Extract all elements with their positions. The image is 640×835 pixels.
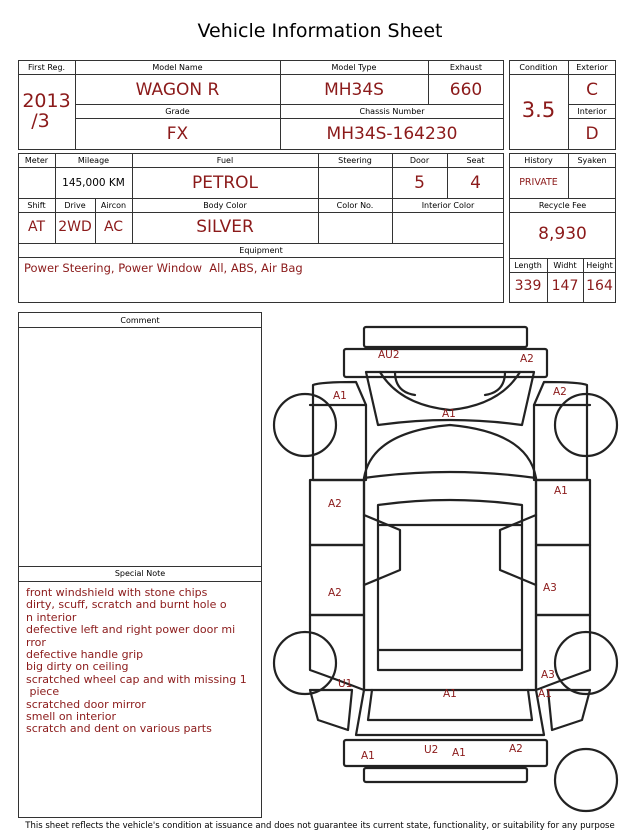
body-color-value: SILVER [196, 217, 254, 237]
damage-left-front-door: A2 [328, 498, 342, 510]
list-item: smell on interior [26, 710, 116, 724]
condition-score: 3.5 [521, 98, 556, 122]
damage-tailgate: A1 [443, 688, 457, 700]
model-type-value: MH34S [324, 80, 384, 100]
grade-label: Grade [165, 107, 190, 116]
fuel-label: Fuel [216, 156, 234, 165]
list-item: piece [26, 685, 60, 699]
comment-box [18, 312, 262, 818]
first-reg-label: First Reg. [27, 63, 66, 72]
disclaimer-footer: This sheet reflects the vehicle's condition at issuance and does not guarantee its current state, functionality, or suitability for any purpose [25, 821, 615, 831]
exhaust-value: 660 [449, 80, 483, 100]
exterior-label: Exterior [576, 63, 608, 72]
list-item: defective handle grip [26, 648, 144, 662]
damage-right-rear-corner: A1 [538, 688, 552, 700]
list-item: dirty, scuff, scratch and burnt hole o [26, 598, 227, 612]
equipment-label: Equipment [239, 246, 283, 255]
recycle-fee-label: Recycle Fee [538, 201, 587, 210]
special-note-list [26, 587, 258, 736]
drive-label: Drive [64, 201, 86, 210]
width-value: 147 [551, 278, 579, 294]
damage-front-bumper: AU2 [378, 349, 400, 361]
length-value: 339 [514, 278, 542, 294]
seat-value: 4 [470, 173, 481, 193]
model-name-label: Model Name [152, 63, 203, 72]
body-color-label: Body Color [203, 201, 247, 210]
damage-front-bumper-right: A2 [520, 353, 534, 365]
damage-right-rear-door: A3 [543, 582, 557, 594]
interior-label: Interior [577, 107, 607, 116]
first-reg-year: 2013 [22, 90, 71, 112]
height-label: Height [586, 261, 613, 270]
door-label: Door [409, 156, 430, 165]
length-label: Length [514, 261, 542, 270]
interior-color-label: Interior Color [421, 201, 475, 210]
equipment-value: Power Steering, Power Window All, ABS, Air Bag [24, 261, 303, 275]
model-type-label: Model Type [331, 63, 377, 72]
list-item: scratched door mirror [26, 697, 146, 711]
color-no-label: Color No. [336, 201, 374, 210]
steering-label: Steering [338, 156, 372, 165]
comment-label: Comment [120, 316, 160, 325]
aircon-label: Aircon [100, 201, 127, 210]
drive-value: 2WD [58, 219, 92, 235]
damage-right-front-wheel: A1 [554, 485, 568, 497]
grade-value: FX [166, 124, 189, 144]
list-item: rror [26, 635, 46, 649]
damage-left-rear-door: A2 [328, 587, 342, 599]
meter-label: Meter [24, 156, 49, 165]
shift-value: AT [27, 219, 46, 235]
damage-rear-bumper-left: A1 [361, 750, 375, 762]
list-item: scratch and dent on various parts [26, 722, 212, 736]
special-note-label: Special Note [114, 569, 166, 578]
shift-label: Shift [27, 201, 46, 210]
history-value: PRIVATE [519, 177, 558, 188]
damage-right-quarter: A3 [541, 669, 555, 681]
list-item: defective left and right power door mi [26, 623, 236, 637]
damage-right-fender: A2 [553, 386, 567, 398]
damage-left-fender: A1 [333, 390, 347, 402]
interior-value: D [585, 124, 599, 144]
damage-left-rear-wheel: U1 [338, 678, 353, 690]
list-item: n interior [26, 610, 77, 624]
model-name-value: WAGON R [135, 80, 220, 100]
recycle-fee-value: 8,930 [538, 224, 587, 244]
condition-label: Condition [519, 63, 558, 72]
door-value: 5 [414, 173, 425, 193]
chassis-number-label: Chassis Number [359, 107, 425, 116]
seat-label: Seat [466, 156, 485, 165]
mileage-label: Mileage [77, 156, 110, 165]
page-title: Vehicle Information Sheet [197, 20, 443, 42]
list-item: front windshield with stone chips [26, 586, 208, 599]
first-reg-month: /3 [31, 110, 50, 132]
exhaust-label: Exhaust [449, 63, 483, 72]
aircon-value: AC [103, 219, 124, 235]
damage-rear-bumper-mid: U2 [424, 744, 439, 756]
exterior-value: C [586, 80, 598, 100]
height-value: 164 [586, 278, 613, 294]
width-label: Widht [553, 261, 577, 270]
syaken-label: Syaken [577, 156, 607, 165]
history-label: History [524, 156, 553, 165]
damage-rear-bumper-right: A2 [509, 743, 523, 755]
damage-rear-bumper-mid2: A1 [452, 747, 466, 759]
fuel-value: PETROL [191, 173, 259, 193]
chassis-number-value: MH34S-164230 [326, 124, 458, 144]
damage-hood: A1 [442, 408, 456, 420]
list-item: big dirty on ceiling [26, 660, 129, 674]
list-item: scratched wheel cap and with missing 1 [26, 672, 247, 686]
car-damage-diagram [270, 320, 630, 820]
mileage-value: 145,000 KM [62, 177, 125, 189]
